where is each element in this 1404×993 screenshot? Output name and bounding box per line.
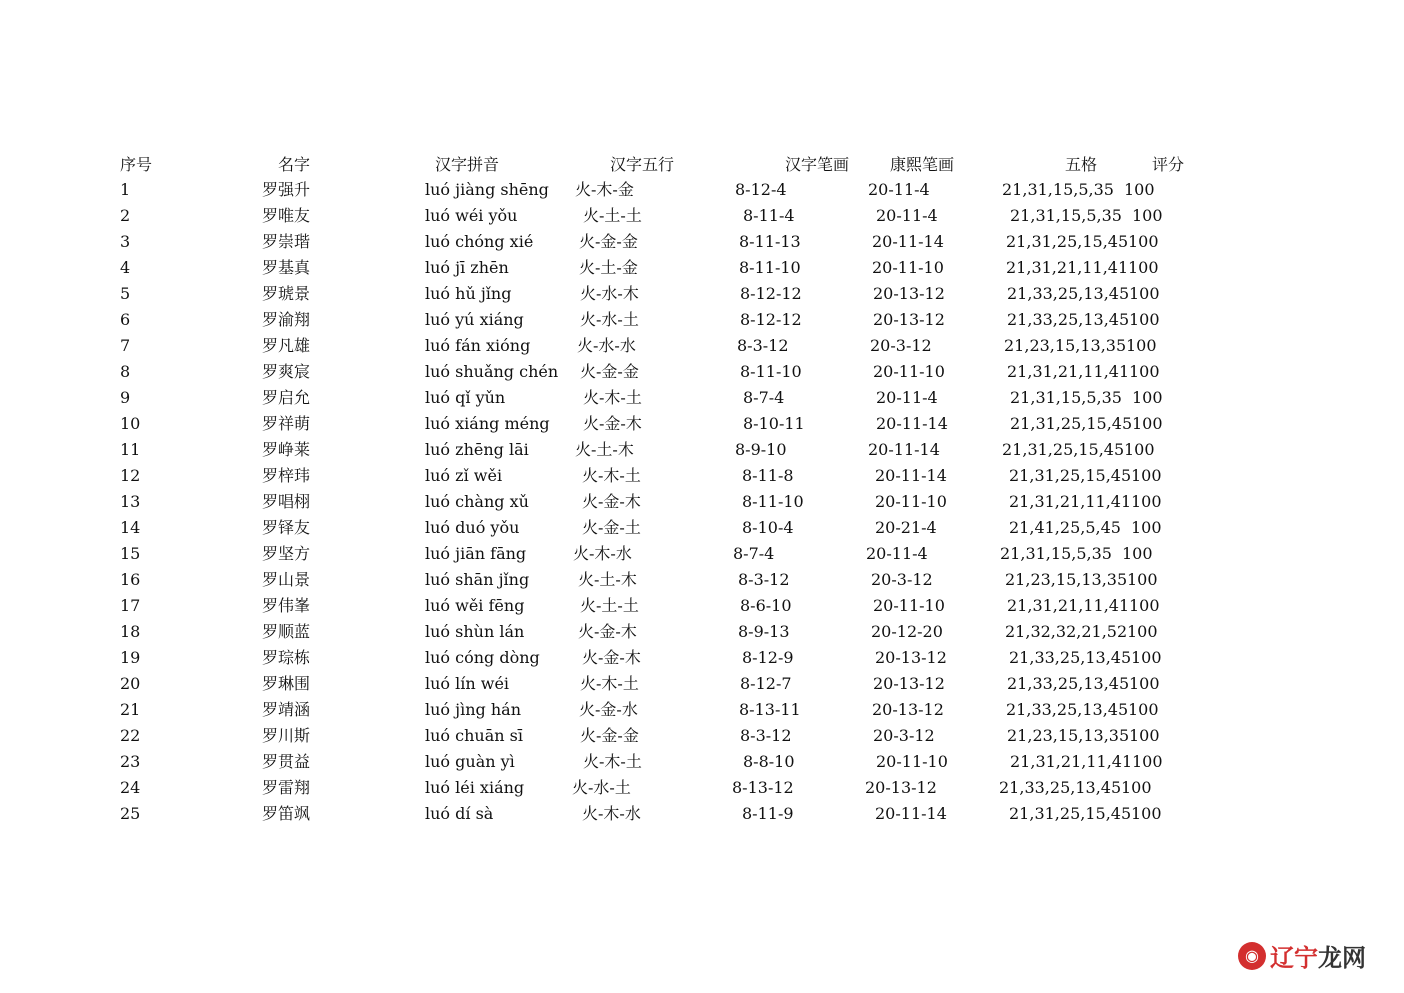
table-row: [0, 310, 1404, 336]
cell-kangxi: 20-3-12: [870, 336, 932, 355]
cell-strokes: 8-13-12: [732, 778, 794, 797]
header-name: 名字: [278, 155, 311, 174]
cell-strokes: 8-13-11: [739, 700, 801, 719]
cell-index: 6: [120, 310, 131, 329]
cell-score: 100: [1132, 752, 1163, 771]
header-strokes: 汉字笔画: [785, 155, 850, 174]
cell-kangxi: 20-11-10: [873, 596, 945, 615]
cell-name: 罗基真: [262, 258, 311, 277]
cell-score: 100: [1127, 622, 1158, 641]
cell-kangxi: 20-11-14: [872, 232, 944, 251]
cell-index: 9: [120, 388, 131, 407]
cell-wuxing: 火-木-金: [575, 180, 634, 199]
cell-wuge: 21,31,15,5,35: [1010, 388, 1122, 407]
cell-pinyin: luó jiàng shēng: [425, 180, 549, 199]
cell-wuge: 21,31,15,5,35: [1010, 206, 1122, 225]
cell-wuxing: 火-水-木: [580, 284, 639, 303]
table-row: [0, 492, 1404, 518]
table-row: [0, 336, 1404, 362]
cell-name: 罗坚方: [262, 544, 311, 563]
cell-wuge: 21,33,25,13,45: [1007, 674, 1130, 693]
cell-score: 100: [1128, 700, 1159, 719]
table-row: [0, 388, 1404, 414]
cell-kangxi: 20-11-14: [875, 466, 947, 485]
table-row: [0, 284, 1404, 310]
cell-wuxing: 火-木-土: [582, 466, 641, 485]
cell-kangxi: 20-21-4: [875, 518, 937, 537]
table-row: [0, 544, 1404, 570]
cell-wuge: 21,31,25,15,45: [1009, 466, 1132, 485]
cell-pinyin: luó cóng dòng: [425, 648, 540, 667]
cell-score: 100: [1128, 232, 1159, 251]
cell-index: 24: [120, 778, 141, 797]
cell-wuxing: 火-金-金: [579, 232, 638, 251]
cell-wuge: 21,31,21,11,41: [1010, 752, 1133, 771]
cell-index: 11: [120, 440, 141, 459]
cell-strokes: 8-12-7: [740, 674, 792, 693]
cell-strokes: 8-9-10: [735, 440, 787, 459]
cell-pinyin: luó jìng hán: [425, 700, 521, 719]
cell-wuxing: 火-水-土: [580, 310, 639, 329]
table-row: [0, 362, 1404, 388]
cell-name: 罗琥景: [262, 284, 311, 303]
cell-wuge: 21,23,15,13,35: [1004, 336, 1127, 355]
cell-name: 罗伟峯: [262, 596, 311, 615]
cell-pinyin: luó shuǎng chén: [425, 362, 559, 381]
cell-strokes: 8-8-10: [743, 752, 795, 771]
cell-kangxi: 20-11-10: [872, 258, 944, 277]
cell-pinyin: luó fán xióng: [425, 336, 531, 355]
cell-wuxing: 火-金-金: [580, 362, 639, 381]
cell-strokes: 8-3-12: [737, 336, 789, 355]
cell-strokes: 8-11-13: [739, 232, 801, 251]
table-row: [0, 778, 1404, 804]
cell-strokes: 8-11-10: [742, 492, 804, 511]
table-row: [0, 648, 1404, 674]
cell-score: 100: [1131, 648, 1162, 667]
cell-wuxing: 火-木-土: [583, 388, 642, 407]
cell-wuge: 21,31,25,15,45: [1010, 414, 1133, 433]
cell-pinyin: luó shān jǐng: [425, 570, 530, 589]
cell-name: 罗琮栋: [262, 648, 311, 667]
cell-strokes: 8-3-12: [738, 570, 790, 589]
cell-strokes: 8-11-10: [739, 258, 801, 277]
cell-name: 罗笛飒: [262, 804, 311, 823]
cell-index: 13: [120, 492, 141, 511]
cell-index: 15: [120, 544, 141, 563]
cell-wuxing: 火-土-土: [580, 596, 639, 615]
cell-name: 罗顺蓝: [262, 622, 311, 641]
cell-pinyin: luó xiáng méng: [425, 414, 550, 433]
cell-pinyin: luó dí sà: [425, 804, 494, 823]
cell-name: 罗祥萌: [262, 414, 311, 433]
cell-kangxi: 20-11-4: [876, 388, 938, 407]
cell-pinyin: luó jiān fāng: [425, 544, 527, 563]
cell-score: 100: [1129, 674, 1160, 693]
table-row: [0, 700, 1404, 726]
cell-index: 22: [120, 726, 141, 745]
cell-score: 100: [1132, 206, 1163, 225]
table-row: [0, 622, 1404, 648]
header-wuxing: 汉字五行: [610, 155, 675, 174]
cell-pinyin: luó zhēng lāi: [425, 440, 529, 459]
watermark-part2: 龙网: [1318, 944, 1366, 972]
header-wuge: 五格: [1065, 155, 1098, 174]
cell-strokes: 8-7-4: [733, 544, 775, 563]
cell-strokes: 8-7-4: [743, 388, 785, 407]
cell-kangxi: 20-11-14: [868, 440, 940, 459]
table-row: [0, 674, 1404, 700]
cell-wuge: 21,31,21,11,41: [1009, 492, 1132, 511]
cell-pinyin: luó duó yǒu: [425, 518, 520, 537]
cell-index: 2: [120, 206, 131, 225]
cell-pinyin: luó léi xiáng: [425, 778, 525, 797]
cell-name: 罗川斯: [262, 726, 311, 745]
cell-score: 100: [1129, 726, 1160, 745]
cell-score: 100: [1124, 180, 1155, 199]
table-row: [0, 726, 1404, 752]
cell-pinyin: luó qǐ yǔn: [425, 388, 506, 407]
cell-strokes: 8-9-13: [738, 622, 790, 641]
table-row: [0, 414, 1404, 440]
cell-wuge: 21,23,15,13,35: [1007, 726, 1130, 745]
cell-name: 罗启允: [262, 388, 311, 407]
cell-wuge: 21,31,21,11,41: [1006, 258, 1129, 277]
cell-score: 100: [1121, 778, 1152, 797]
cell-kangxi: 20-13-12: [865, 778, 937, 797]
cell-score: 100: [1129, 310, 1160, 329]
cell-name: 罗强升: [262, 180, 311, 199]
cell-wuxing: 火-土-木: [578, 570, 637, 589]
cell-strokes: 8-11-4: [743, 206, 795, 225]
cell-index: 19: [120, 648, 141, 667]
cell-strokes: 8-10-11: [743, 414, 805, 433]
cell-pinyin: luó chóng xié: [425, 232, 534, 251]
cell-strokes: 8-12-12: [740, 310, 802, 329]
cell-score: 100: [1131, 804, 1162, 823]
watermark-part1: 辽宁: [1270, 944, 1318, 972]
cell-kangxi: 20-11-10: [876, 752, 948, 771]
cell-kangxi: 20-11-14: [875, 804, 947, 823]
cell-name: 罗渝翔: [262, 310, 311, 329]
cell-wuxing: 火-金-木: [578, 622, 637, 641]
cell-score: 100: [1129, 362, 1160, 381]
cell-wuge: 21,31,25,15,45: [1006, 232, 1129, 251]
header-score: 评分: [1152, 155, 1185, 174]
cell-score: 100: [1124, 440, 1155, 459]
cell-wuxing: 火-木-土: [583, 752, 642, 771]
table-row: [0, 518, 1404, 544]
cell-wuxing: 火-水-水: [577, 336, 636, 355]
table-row: [0, 232, 1404, 258]
cell-strokes: 8-6-10: [740, 596, 792, 615]
cell-wuge: 21,33,25,13,45: [1007, 284, 1130, 303]
cell-kangxi: 20-13-12: [873, 674, 945, 693]
cell-name: 罗峥莱: [262, 440, 311, 459]
cell-kangxi: 20-11-4: [876, 206, 938, 225]
cell-wuge: 21,31,25,15,45: [1009, 804, 1132, 823]
site-watermark: [1238, 938, 1366, 973]
table-row: [0, 466, 1404, 492]
cell-wuxing: 火-木-土: [580, 674, 639, 693]
cell-wuge: 21,31,21,11,41: [1007, 362, 1130, 381]
cell-score: 100: [1129, 284, 1160, 303]
cell-score: 100: [1126, 336, 1157, 355]
cell-pinyin: luó hǔ jǐng: [425, 284, 512, 303]
cell-score: 100: [1132, 414, 1163, 433]
cell-wuxing: 火-木-水: [573, 544, 632, 563]
cell-wuxing: 火-金-土: [582, 518, 641, 537]
cell-strokes: 8-11-9: [742, 804, 794, 823]
cell-index: 3: [120, 232, 131, 251]
cell-score: 100: [1129, 596, 1160, 615]
cell-wuge: 21,33,25,13,45: [999, 778, 1122, 797]
cell-name: 罗靖涵: [262, 700, 311, 719]
cell-wuxing: 火-木-水: [582, 804, 641, 823]
cell-wuxing: 火-金-金: [580, 726, 639, 745]
cell-name: 罗凡雄: [262, 336, 311, 355]
cell-score: 100: [1131, 518, 1162, 537]
cell-score: 100: [1131, 492, 1162, 511]
cell-kangxi: 20-11-4: [868, 180, 930, 199]
cell-wuxing: 火-金-水: [579, 700, 638, 719]
cell-index: 17: [120, 596, 141, 615]
cell-wuxing: 火-金-木: [582, 492, 641, 511]
table-row: [0, 180, 1404, 206]
logo-circle-icon: ◉: [1238, 942, 1266, 970]
cell-wuge: 21,41,25,5,45: [1009, 518, 1121, 537]
cell-index: 1: [120, 180, 131, 199]
cell-kangxi: 20-13-12: [872, 700, 944, 719]
cell-pinyin: luó zǐ wěi: [425, 466, 503, 485]
cell-index: 7: [120, 336, 131, 355]
cell-index: 20: [120, 674, 141, 693]
cell-name: 罗山景: [262, 570, 311, 589]
cell-wuge: 21,33,25,13,45: [1009, 648, 1132, 667]
cell-wuge: 21,23,15,13,35: [1005, 570, 1128, 589]
cell-kangxi: 20-11-4: [866, 544, 928, 563]
cell-strokes: 8-12-12: [740, 284, 802, 303]
cell-wuge: 21,31,15,5,35: [1000, 544, 1112, 563]
cell-wuge: 21,31,21,11,41: [1007, 596, 1130, 615]
cell-index: 12: [120, 466, 141, 485]
cell-pinyin: luó chuān sī: [425, 726, 523, 745]
table-row: [0, 804, 1404, 830]
cell-name: 罗唯友: [262, 206, 311, 225]
header-pinyin: 汉字拼音: [435, 155, 500, 174]
cell-pinyin: luó lín wéi: [425, 674, 510, 693]
cell-strokes: 8-3-12: [740, 726, 792, 745]
cell-index: 14: [120, 518, 141, 537]
table-row: [0, 752, 1404, 778]
cell-kangxi: 20-13-12: [873, 310, 945, 329]
cell-wuge: 21,33,25,13,45: [1007, 310, 1130, 329]
cell-wuxing: 火-水-土: [572, 778, 631, 797]
cell-index: 5: [120, 284, 131, 303]
cell-pinyin: luó wěi fēng: [425, 596, 525, 615]
cell-strokes: 8-11-8: [742, 466, 794, 485]
cell-name: 罗崇瑎: [262, 232, 311, 251]
cell-index: 16: [120, 570, 141, 589]
cell-pinyin: luó yú xiáng: [425, 310, 524, 329]
cell-wuxing: 火-金-木: [582, 648, 641, 667]
cell-pinyin: luó guàn yì: [425, 752, 515, 771]
header-kangxi: 康熙笔画: [890, 155, 955, 174]
table-row: [0, 440, 1404, 466]
cell-index: 18: [120, 622, 141, 641]
cell-index: 25: [120, 804, 141, 823]
cell-name: 罗雷翔: [262, 778, 311, 797]
cell-strokes: 8-10-4: [742, 518, 794, 537]
cell-index: 4: [120, 258, 131, 277]
cell-wuge: 21,32,32,21,52: [1005, 622, 1128, 641]
cell-score: 100: [1132, 388, 1163, 407]
cell-pinyin: luó chàng xǔ: [425, 492, 529, 511]
cell-name: 罗梓玮: [262, 466, 311, 485]
cell-index: 23: [120, 752, 141, 771]
cell-name: 罗贯益: [262, 752, 311, 771]
cell-wuge: 21,33,25,13,45: [1006, 700, 1129, 719]
cell-kangxi: 20-12-20: [871, 622, 943, 641]
cell-strokes: 8-12-4: [735, 180, 787, 199]
cell-pinyin: luó jī zhēn: [425, 258, 509, 277]
cell-wuge: 21,31,15,5,35: [1002, 180, 1114, 199]
cell-kangxi: 20-3-12: [871, 570, 933, 589]
cell-kangxi: 20-11-10: [875, 492, 947, 511]
cell-score: 100: [1122, 544, 1153, 563]
table-row: [0, 258, 1404, 284]
cell-wuxing: 火-土-土: [583, 206, 642, 225]
cell-kangxi: 20-11-10: [873, 362, 945, 381]
cell-name: 罗唱栩: [262, 492, 311, 511]
cell-kangxi: 20-11-14: [876, 414, 948, 433]
cell-pinyin: luó wéi yǒu: [425, 206, 518, 225]
cell-name: 罗爽宸: [262, 362, 311, 381]
cell-score: 100: [1131, 466, 1162, 485]
cell-index: 10: [120, 414, 141, 433]
cell-score: 100: [1128, 258, 1159, 277]
cell-name: 罗琳围: [262, 674, 311, 693]
table-row: [0, 206, 1404, 232]
header-index: 序号: [120, 155, 153, 174]
cell-wuge: 21,31,25,15,45: [1002, 440, 1125, 459]
cell-pinyin: luó shùn lán: [425, 622, 525, 641]
table-row: [0, 570, 1404, 596]
cell-wuxing: 火-土-金: [579, 258, 638, 277]
cell-strokes: 8-12-9: [742, 648, 794, 667]
cell-kangxi: 20-3-12: [873, 726, 935, 745]
cell-score: 100: [1127, 570, 1158, 589]
cell-index: 8: [120, 362, 131, 381]
cell-name: 罗铎友: [262, 518, 311, 537]
cell-strokes: 8-11-10: [740, 362, 802, 381]
cell-index: 21: [120, 700, 141, 719]
cell-kangxi: 20-13-12: [873, 284, 945, 303]
cell-wuxing: 火-金-木: [583, 414, 642, 433]
cell-kangxi: 20-13-12: [875, 648, 947, 667]
cell-wuxing: 火-土-木: [575, 440, 634, 459]
table-row: [0, 596, 1404, 622]
